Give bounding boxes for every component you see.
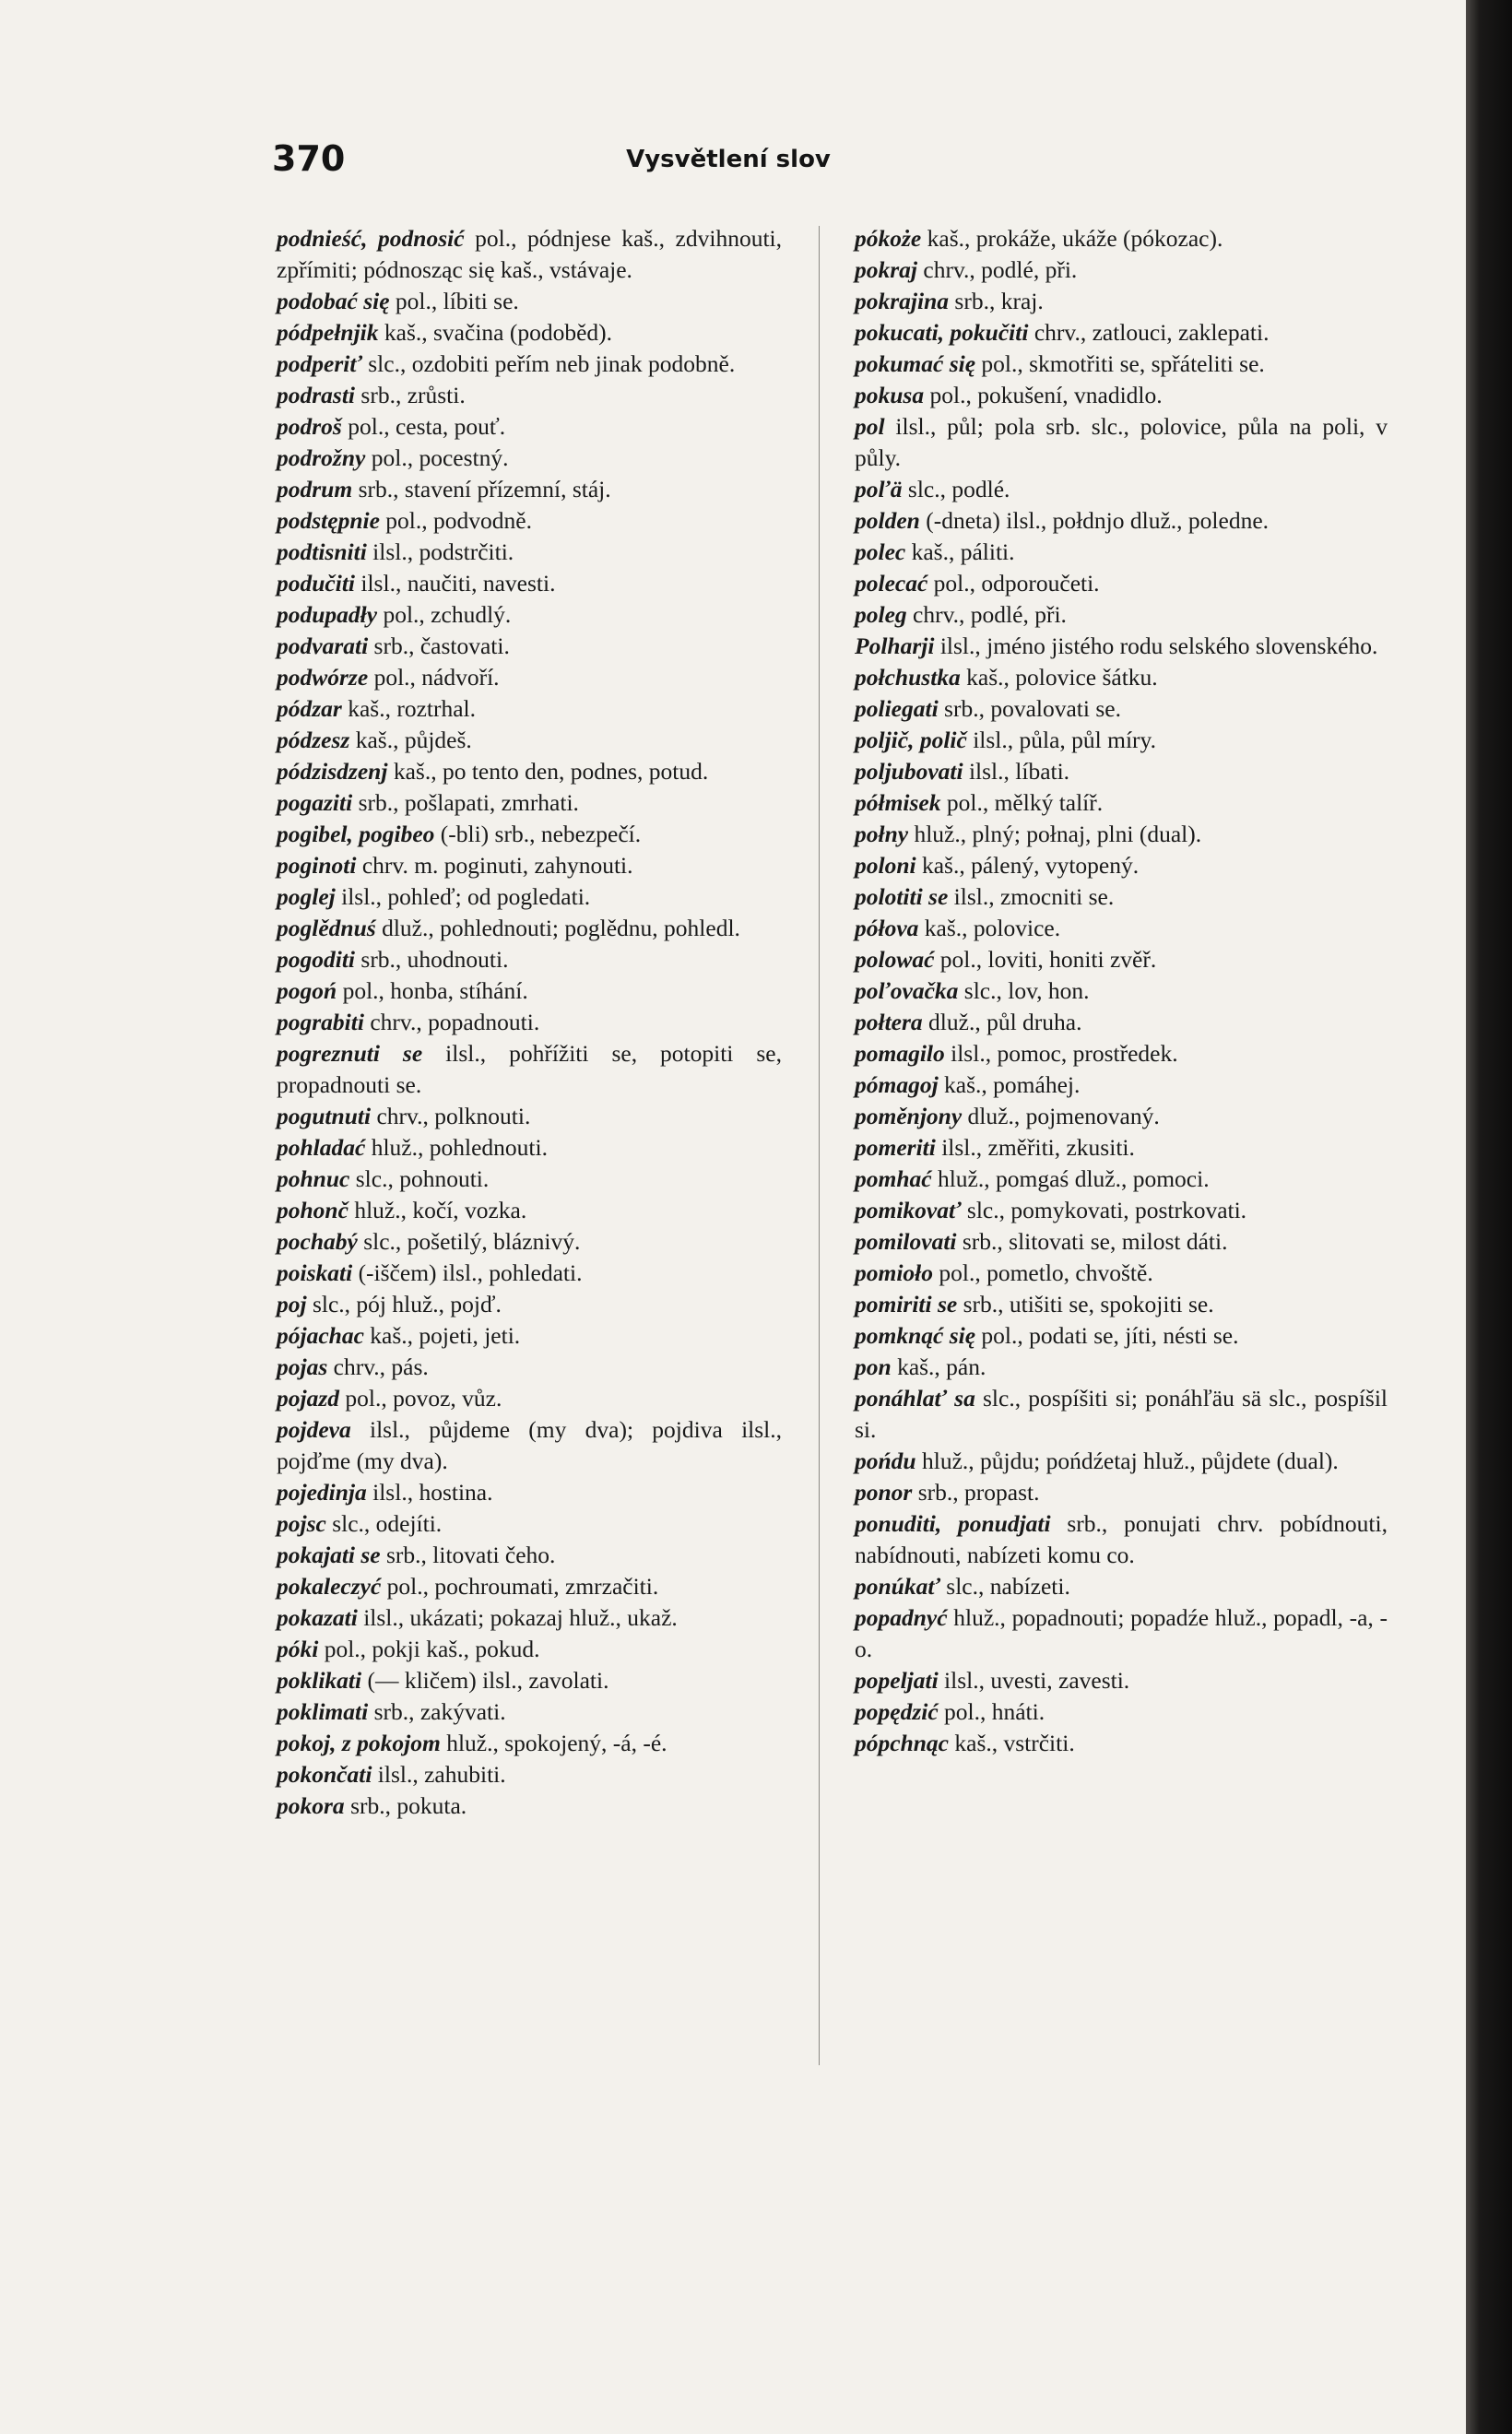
dictionary-entry — [855, 1038, 1388, 1069]
dictionary-entry — [855, 1101, 1388, 1132]
entry-headword: poglědnuś — [277, 915, 376, 941]
entry-headword: pódzar — [277, 695, 342, 722]
entry-headword: pohnuc — [277, 1165, 350, 1192]
dictionary-entry — [277, 944, 782, 975]
dictionary-entry — [855, 1446, 1388, 1477]
entry-headword: pódzesz — [277, 727, 350, 753]
dictionary-entry — [855, 787, 1388, 819]
entry-headword: pońdu — [855, 1447, 916, 1474]
entry-gloss: kaš., po tento den, podnes, potud. — [387, 758, 709, 785]
entry-headword: podroš — [277, 413, 342, 440]
entry-gloss: chrv., podlé, při. — [917, 256, 1078, 283]
dictionary-entry — [855, 1508, 1388, 1571]
dictionary-entry — [277, 1602, 782, 1634]
entry-headword: półmisek — [855, 789, 941, 816]
entry-headword: podrožny — [277, 444, 366, 471]
entry-gloss: hluž., pohlednouti. — [365, 1134, 548, 1161]
entry-headword: pódzisdzenj — [277, 758, 388, 785]
entry-headword: pokončati — [277, 1761, 372, 1788]
entry-headword: polec — [855, 538, 906, 565]
dictionary-entry — [277, 1320, 782, 1352]
dictionary-entry — [277, 1728, 782, 1759]
entry-headword: pokoj, z pokojom — [277, 1730, 441, 1756]
entry-headword: ponáhlať sa — [855, 1385, 975, 1412]
entry-headword: pokucati, pokučiti — [855, 319, 1029, 346]
entry-gloss: chrv., polknouti. — [371, 1103, 531, 1129]
dictionary-entry — [855, 254, 1388, 286]
entry-gloss: kaš., pán. — [891, 1353, 986, 1380]
dictionary-entry — [855, 944, 1388, 975]
entry-gloss: pol., pometlo, chvoště. — [933, 1259, 1153, 1286]
dictionary-entry — [855, 725, 1388, 756]
entry-headword: pópchnąc — [855, 1730, 949, 1756]
entry-headword: poleg — [855, 601, 907, 628]
entry-headword: pojedinja — [277, 1479, 367, 1506]
entry-headword: polotiti se — [855, 883, 949, 910]
entry-gloss: pol., pochroumati, zmrzačiti. — [381, 1573, 659, 1600]
entry-headword: pojsc — [277, 1510, 326, 1537]
dictionary-entry — [855, 1164, 1388, 1195]
dictionary-entry — [855, 662, 1388, 693]
entry-headword: popeljati — [855, 1667, 939, 1694]
entry-gloss: ilsl., půla, půl míry. — [966, 727, 1156, 753]
dictionary-entry — [855, 1320, 1388, 1352]
dictionary-entry — [277, 1195, 782, 1226]
entry-headword: polować — [855, 946, 935, 973]
entry-gloss: srb., ponujati chrv. pobídnouti, nabídnouti, nabízeti komu co. — [855, 1510, 1388, 1568]
entry-gloss: slc., pomykovati, postrkovati. — [961, 1197, 1247, 1223]
entry-headword: poľovačka — [855, 977, 959, 1004]
dictionary-entry — [855, 881, 1388, 913]
entry-headword: pokusa — [855, 382, 925, 408]
entry-headword: pokraj — [855, 256, 918, 283]
entry-headword: poměnjony — [855, 1103, 963, 1129]
entry-headword: pon — [855, 1353, 892, 1380]
entry-gloss: srb., zakývati. — [368, 1698, 506, 1725]
entry-headword: pojazd — [277, 1385, 340, 1412]
entry-headword: pochabý — [277, 1228, 358, 1255]
dictionary-entry — [277, 1665, 782, 1696]
entry-gloss: kaš., prokáže, ukáže (pókozac). — [921, 225, 1223, 252]
dictionary-entry — [277, 286, 782, 317]
entry-gloss: slc., pohnouti. — [349, 1165, 490, 1192]
entry-gloss: srb., uhodnouti. — [355, 946, 509, 973]
dictionary-entry — [277, 1038, 782, 1101]
column-divider — [819, 226, 820, 2065]
entry-gloss: ilsl., hostina. — [366, 1479, 493, 1506]
entry-headword: polecać — [855, 570, 928, 597]
dictionary-entry — [277, 975, 782, 1007]
entry-gloss: dluž., pojmenovaný. — [962, 1103, 1160, 1129]
dictionary-entry — [855, 913, 1388, 944]
entry-gloss: srb., pošlapati, zmrhati. — [352, 789, 579, 816]
entry-gloss: pol., podvodně. — [379, 507, 532, 534]
entry-gloss: srb., zrůsti. — [355, 382, 466, 408]
dictionary-entry — [855, 693, 1388, 725]
dictionary-entry — [855, 1665, 1388, 1696]
dictionary-entry — [855, 380, 1388, 411]
dictionary-entry — [855, 1571, 1388, 1602]
entry-gloss: slc., odejíti. — [325, 1510, 443, 1537]
entry-gloss: pol., povoz, vůz. — [339, 1385, 502, 1412]
entry-headword: pómagoj — [855, 1071, 939, 1098]
dictionary-entry — [277, 1634, 782, 1665]
dictionary-entry — [277, 1477, 782, 1508]
entry-gloss: chrv., podlé, při. — [906, 601, 1067, 628]
entry-gloss: pol., líbiti se. — [389, 288, 519, 314]
dictionary-entry — [855, 1602, 1388, 1665]
entry-headword: podrum — [277, 476, 353, 502]
dictionary-entry — [277, 725, 782, 756]
entry-gloss: ilsl., podstrčiti. — [366, 538, 514, 565]
entry-headword: podrasti — [277, 382, 356, 408]
entry-headword: poglej — [277, 883, 336, 910]
page-number: 370 — [272, 138, 346, 179]
entry-gloss: hluž., kočí, vozka. — [348, 1197, 527, 1223]
entry-headword: polden — [855, 507, 920, 534]
entry-gloss: pol., pokji kaš., pokud. — [318, 1636, 540, 1662]
entry-headword: półova — [855, 915, 919, 941]
entry-gloss: kaš., svačina (podoběd). — [378, 319, 613, 346]
dictionary-entry — [855, 756, 1388, 787]
dictionary-entry — [855, 505, 1388, 537]
dictionary-entry — [277, 568, 782, 599]
entry-headword: pogutnuti — [277, 1103, 372, 1129]
entry-headword: pogoń — [277, 977, 337, 1004]
dictionary-entry — [277, 1759, 782, 1790]
entry-headword: poliegati — [855, 695, 939, 722]
entry-headword: pomknąć się — [855, 1322, 976, 1349]
entry-headword: pokaleczyć — [277, 1573, 382, 1600]
dictionary-entry — [277, 1352, 782, 1383]
entry-headword: pódpełnjik — [277, 319, 379, 346]
entry-gloss: hluž., pomgaś dluž., pomoci. — [931, 1165, 1210, 1192]
entry-gloss: hluž., popadnouti; popadźe hluž., popadl, -a, -o. — [855, 1604, 1388, 1662]
dictionary-entry — [855, 1007, 1388, 1038]
entry-headword: ponúkať — [855, 1573, 940, 1600]
entry-headword: poklimati — [277, 1698, 369, 1725]
entry-headword: pojas — [277, 1353, 328, 1380]
entry-headword: poloni — [855, 852, 916, 879]
entry-gloss: chrv., zatlouci, zaklepati. — [1028, 319, 1270, 346]
dictionary-entry — [277, 787, 782, 819]
dictionary-entry — [855, 850, 1388, 881]
entry-gloss: chrv., popadnouti. — [363, 1009, 540, 1035]
dictionary-entry — [855, 568, 1388, 599]
dictionary-entry — [277, 1101, 782, 1132]
entry-gloss: chrv. m. poginuti, zahynouti. — [356, 852, 633, 879]
entry-headword: pokumać się — [855, 350, 976, 377]
page-edge-shadow — [1466, 0, 1512, 2434]
dictionary-entry — [855, 1195, 1388, 1226]
entry-gloss: srb., utišiti se, spokojiti se. — [957, 1291, 1214, 1317]
dictionary-entry — [277, 1383, 782, 1414]
entry-headword: pokajati se — [277, 1542, 381, 1568]
entry-gloss: (-iščem) ilsl., pohledati. — [352, 1259, 583, 1286]
entry-headword: pojdeva — [277, 1416, 351, 1443]
dictionary-entry — [277, 443, 782, 474]
entry-gloss: ilsl., ukázati; pokazaj hluž., ukaž. — [357, 1604, 678, 1631]
entry-gloss: hluž., spokojený, -á, -é. — [440, 1730, 667, 1756]
entry-gloss: ilsl., zmocniti se. — [948, 883, 1115, 910]
entry-gloss: (-dneta) ilsl., połdnjo dluž., poledne. — [919, 507, 1270, 534]
page-header — [272, 138, 1185, 194]
entry-gloss: ilsl., pohleď; od pogledati. — [335, 883, 591, 910]
entry-headword: pograbiti — [277, 1009, 364, 1035]
entry-headword: pójachac — [277, 1322, 364, 1349]
entry-headword: Polharji — [855, 632, 935, 659]
entry-gloss: pol., odporoučeti. — [927, 570, 1100, 597]
dictionary-entry — [277, 349, 782, 380]
entry-gloss: pol., cesta, pouť. — [341, 413, 506, 440]
entry-gloss: kaš., půjdeš. — [349, 727, 472, 753]
entry-headword: pomiriti se — [855, 1291, 958, 1317]
left-column — [277, 223, 782, 1822]
entry-headword: pohonč — [277, 1197, 348, 1223]
entry-gloss: pol., skmotřiti se, spřáteliti se. — [975, 350, 1265, 377]
entry-headword: połchustka — [855, 664, 961, 691]
dictionary-entry — [855, 1258, 1388, 1289]
entry-headword: pomikovať — [855, 1197, 962, 1223]
entry-headword: podstępnie — [277, 507, 380, 534]
entry-gloss: ilsl., pomoc, prostředek. — [944, 1040, 1178, 1067]
dictionary-entry — [855, 349, 1388, 380]
entry-headword: pogreznuti se — [277, 1040, 423, 1067]
entry-headword: pókoże — [855, 225, 922, 252]
entry-headword: poľä — [855, 476, 903, 502]
entry-headword: pokora — [277, 1792, 345, 1819]
entry-gloss: ilsl., zahubiti. — [372, 1761, 506, 1788]
dictionary-entry — [277, 1258, 782, 1289]
entry-gloss: kaš., pomáhej. — [938, 1071, 1081, 1098]
dictionary-entry — [855, 1352, 1388, 1383]
dictionary-entry — [277, 881, 782, 913]
entry-headword: poklikati — [277, 1667, 362, 1694]
entry-headword: podučiti — [277, 570, 356, 597]
dictionary-entry — [277, 380, 782, 411]
entry-gloss: pol., zchudlý. — [377, 601, 512, 628]
dictionary-entry — [855, 1383, 1388, 1446]
dictionary-entry — [277, 1696, 782, 1728]
entry-gloss: kaš., pálený, vytopený. — [915, 852, 1140, 879]
entry-gloss: kaš., roztrhal. — [341, 695, 477, 722]
entry-gloss: chrv., pás. — [327, 1353, 429, 1380]
entry-gloss: pol., loviti, honiti zvěř. — [934, 946, 1157, 973]
dictionary-entry — [277, 317, 782, 349]
entry-gloss: (— kličem) ilsl., zavolati. — [361, 1667, 609, 1694]
entry-headword: połtera — [855, 1009, 923, 1035]
dictionary-entry — [277, 819, 782, 850]
entry-headword: pohladać — [277, 1134, 366, 1161]
entry-headword: połny — [855, 821, 909, 847]
entry-headword: pomioło — [855, 1259, 934, 1286]
entry-gloss: pol., pódnjese kaš., zdvihnouti, zpřímiti; pódnosząc się kaš., vstávaje. — [277, 225, 783, 283]
dictionary-entry — [277, 1289, 782, 1320]
dictionary-entry — [855, 317, 1388, 349]
entry-gloss: hluž., plný; połnaj, plni (dual). — [908, 821, 1202, 847]
dictionary-entry — [855, 1226, 1388, 1258]
dictionary-entry — [277, 537, 782, 568]
dictionary-entry — [277, 631, 782, 662]
dictionary-entry — [277, 1164, 782, 1195]
entry-headword: podvarati — [277, 632, 369, 659]
entry-gloss: ilsl., pohřížiti se, potopiti se, propadnouti se. — [277, 1040, 782, 1098]
dictionary-entry — [277, 1790, 782, 1822]
dictionary-entry — [277, 505, 782, 537]
dictionary-entry — [855, 819, 1388, 850]
dictionary-entry — [277, 1226, 782, 1258]
dictionary-entry — [855, 599, 1388, 631]
entry-headword: pomeriti — [855, 1134, 936, 1161]
entry-headword: pogibel, pogibeo — [277, 821, 435, 847]
entry-headword: poj — [277, 1291, 307, 1317]
entry-gloss: (-bli) srb., nebezpečí. — [434, 821, 642, 847]
entry-headword: pomagilo — [855, 1040, 945, 1067]
entry-gloss: srb., pokuta. — [344, 1792, 467, 1819]
entry-headword: poljič, polič — [855, 727, 967, 753]
entry-headword: pol — [855, 413, 885, 440]
entry-headword: podupadły — [277, 601, 378, 628]
entry-gloss: ilsl., půjdeme (my dva); pojdiva ilsl., pojďme (my dva). — [277, 1416, 782, 1474]
entry-headword: pogoditi — [277, 946, 356, 973]
entry-headword: poginoti — [277, 852, 357, 879]
entry-gloss: srb., propast. — [912, 1479, 1040, 1506]
dictionary-entry — [277, 1007, 782, 1038]
entry-gloss: ilsl., líbati. — [963, 758, 1070, 785]
dictionary-entry — [277, 913, 782, 944]
entry-gloss: slc., pospíšiti si; ponáhľäu sä slc., pospíšil si. — [855, 1385, 1388, 1443]
dictionary-entry — [277, 1132, 782, 1164]
entry-headword: pomilovati — [855, 1228, 957, 1255]
entry-gloss: kaš., páliti. — [905, 538, 1015, 565]
entry-gloss: slc., ozdobiti peřím neb jinak podobně. — [361, 350, 736, 377]
entry-gloss: hluž., půjdu; pońdźetaj hluž., půjdete (dual). — [915, 1447, 1339, 1474]
entry-gloss: srb., povalovati se. — [938, 695, 1121, 722]
entry-gloss: srb., častovati. — [368, 632, 510, 659]
dictionary-entry — [855, 1069, 1388, 1101]
entry-gloss: pol., podati se, jíti, nésti se. — [975, 1322, 1239, 1349]
entry-gloss: slc., nabízeti. — [939, 1573, 1070, 1600]
dictionary-entry — [855, 1696, 1388, 1728]
entry-gloss: srb., slitovati se, milost dáti. — [956, 1228, 1228, 1255]
entry-gloss: dluž., pohlednouti; poglědnu, pohledl. — [375, 915, 740, 941]
entry-headword: pogaziti — [277, 789, 353, 816]
dictionary-entry — [277, 411, 782, 443]
entry-gloss: kaš., vstrčiti. — [949, 1730, 1075, 1756]
entry-gloss: ilsl., uvesti, zavesti. — [938, 1667, 1130, 1694]
entry-gloss: ilsl., změřiti, zkusiti. — [935, 1134, 1135, 1161]
dictionary-entry — [855, 474, 1388, 505]
entry-gloss: pol., nádvoří. — [368, 664, 500, 691]
entry-headword: poiskati — [277, 1259, 353, 1286]
dictionary-entry — [277, 662, 782, 693]
dictionary-entry — [855, 223, 1388, 254]
dictionary-entry — [855, 1289, 1388, 1320]
running-head: Vysvětlení slov — [626, 146, 831, 173]
entry-gloss: pol., pokušení, vnadidlo. — [924, 382, 1163, 408]
entry-headword: póki — [277, 1636, 319, 1662]
entry-gloss: slc., lov, hon. — [958, 977, 1090, 1004]
entry-headword: pokrajina — [855, 288, 950, 314]
dictionary-entry — [277, 1571, 782, 1602]
entry-gloss: pol., honba, stíhání. — [337, 977, 528, 1004]
entry-headword: poljubovati — [855, 758, 963, 785]
entry-gloss: kaš., polovice šátku. — [960, 664, 1158, 691]
entry-gloss: ilsl., naučiti, navesti. — [355, 570, 556, 597]
dictionary-entry — [855, 1477, 1388, 1508]
entry-headword: podnieść, podnosić — [277, 225, 465, 252]
entry-headword: popadnyć — [855, 1604, 948, 1631]
entry-gloss: slc., pój hluž., pojď. — [306, 1291, 502, 1317]
entry-headword: popędzić — [855, 1698, 939, 1725]
entry-headword: podtisniti — [277, 538, 367, 565]
dictionary-entry — [277, 1540, 782, 1571]
entry-gloss: srb., litovati čeho. — [380, 1542, 556, 1568]
entry-headword: podperiť — [277, 350, 362, 377]
dictionary-entry — [855, 631, 1388, 662]
entry-gloss: slc., podlé. — [902, 476, 1010, 502]
dictionary-entry — [855, 1728, 1388, 1759]
entry-gloss: slc., pošetilý, bláznivý. — [357, 1228, 581, 1255]
dictionary-entry — [277, 1508, 782, 1540]
dictionary-entry — [855, 1132, 1388, 1164]
dictionary-entry — [855, 286, 1388, 317]
dictionary-entry — [277, 223, 782, 286]
entry-gloss: kaš., pojeti, jeti. — [363, 1322, 521, 1349]
dictionary-entry — [855, 411, 1388, 474]
entry-headword: pomhać — [855, 1165, 932, 1192]
entry-gloss: kaš., polovice. — [918, 915, 1061, 941]
entry-gloss: ilsl., jméno jistého rodu selského slovenského. — [934, 632, 1378, 659]
dictionary-entry — [277, 850, 782, 881]
entry-gloss: srb., stavení přízemní, stáj. — [352, 476, 611, 502]
dictionary-entry — [277, 474, 782, 505]
dictionary-entry — [277, 1414, 782, 1477]
entry-gloss: dluž., půl druha. — [922, 1009, 1082, 1035]
entry-headword: ponor — [855, 1479, 913, 1506]
entry-headword: ponuditi, ponudjati — [855, 1510, 1051, 1537]
entry-gloss: pol., hnáti. — [938, 1698, 1045, 1725]
dictionary-entry — [277, 693, 782, 725]
entry-headword: podobać się — [277, 288, 390, 314]
dictionary-entry — [277, 599, 782, 631]
dictionary-entry — [855, 537, 1388, 568]
entry-headword: pokazati — [277, 1604, 358, 1631]
entry-gloss: srb., kraj. — [949, 288, 1044, 314]
dictionary-entry — [855, 975, 1388, 1007]
entry-gloss: pol., mělký talíř. — [940, 789, 1104, 816]
right-column — [855, 223, 1388, 1759]
entry-gloss: ilsl., půl; pola srb. slc., polovice, půla na poli, v půly. — [855, 413, 1388, 471]
entry-headword: podwórze — [277, 664, 369, 691]
entry-gloss: pol., pocestný. — [365, 444, 509, 471]
dictionary-entry — [277, 756, 782, 787]
